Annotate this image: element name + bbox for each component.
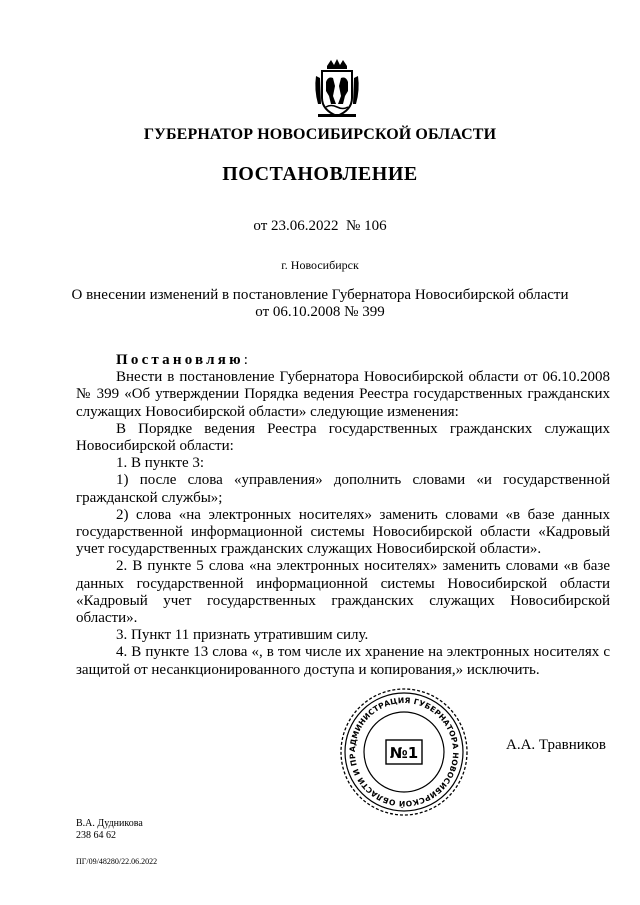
document-city: г. Новосибирск <box>281 258 359 272</box>
document-body <box>76 352 610 679</box>
preamble-colon: : <box>243 352 248 368</box>
body-paragraph: 2. В пункте 5 слова «на электронных носителях» заменить словами «в базе данных государственной информационной системы Новосибирской области «Кадровый учет государственных гражданских служащих Новосибирской области». <box>76 558 610 627</box>
body-paragraph: Внести в постановление Губернатора Новосибирской области от 06.10.2008 № 399 «Об утверждении Порядка ведения Реестра государственных гражданских служащих Новосибирской области» следующие изменения: <box>76 369 610 420</box>
subject-line-1: О внесении изменений в постановление Губернатора Новосибирской области <box>71 287 569 303</box>
body-paragraph: 4. В пункте 13 слова «, в том числе их хранение на электронных носителях с защитой от несанкционированного доступа и копирования,» исключить. <box>76 644 610 678</box>
body-paragraph: 1. В пункте 3: <box>116 455 205 472</box>
stamp-ring-text: АДМИНИСТРАЦИЯ ГУБЕРНАТОРА НОВОСИБИРСКОЙ ОБЛАСТИ И ПР <box>347 695 461 809</box>
body-paragraph: 2) слова «на электронных носителях» заменить словами «в базе данных государственной информационной системы Новосибирской области «Кадровый учет государственных гражданских служащих Новосибирской области». <box>76 506 610 558</box>
preamble-word: Постановляю <box>116 352 244 368</box>
signatory-name: А.А. Травников <box>506 737 606 753</box>
body-paragraph: В Порядке ведения Реестра государственных гражданских служащих Новосибирской области: <box>76 420 610 455</box>
subject-line-2: от 06.10.2008 № 399 <box>255 304 385 320</box>
executor-block <box>76 818 143 842</box>
executor-phone: 238 64 62 <box>76 830 116 841</box>
stamp-center-text: №1 <box>389 744 419 762</box>
coat-of-arms-icon <box>314 58 360 120</box>
executor-name: В.А. Дудникова <box>76 818 143 829</box>
official-stamp <box>338 686 470 818</box>
issuing-authority: ГУБЕРНАТОР НОВОСИБИРСКОЙ ОБЛАСТИ <box>143 126 497 143</box>
body-paragraph: 3. Пункт 11 признать утратившим силу. <box>116 627 369 644</box>
document-subject <box>0 287 640 321</box>
body-paragraph: 1) после слова «управления» дополнить словами «и государственной гражданской службы»; <box>76 472 610 506</box>
document-type-title: ПОСТАНОВЛЕНИЕ <box>222 163 418 185</box>
preamble <box>76 352 610 369</box>
document-date-number: от 23.06.2022 № 106 <box>253 218 387 234</box>
registration-number: ПГ/09/48280/22.06.2022 <box>76 857 158 866</box>
